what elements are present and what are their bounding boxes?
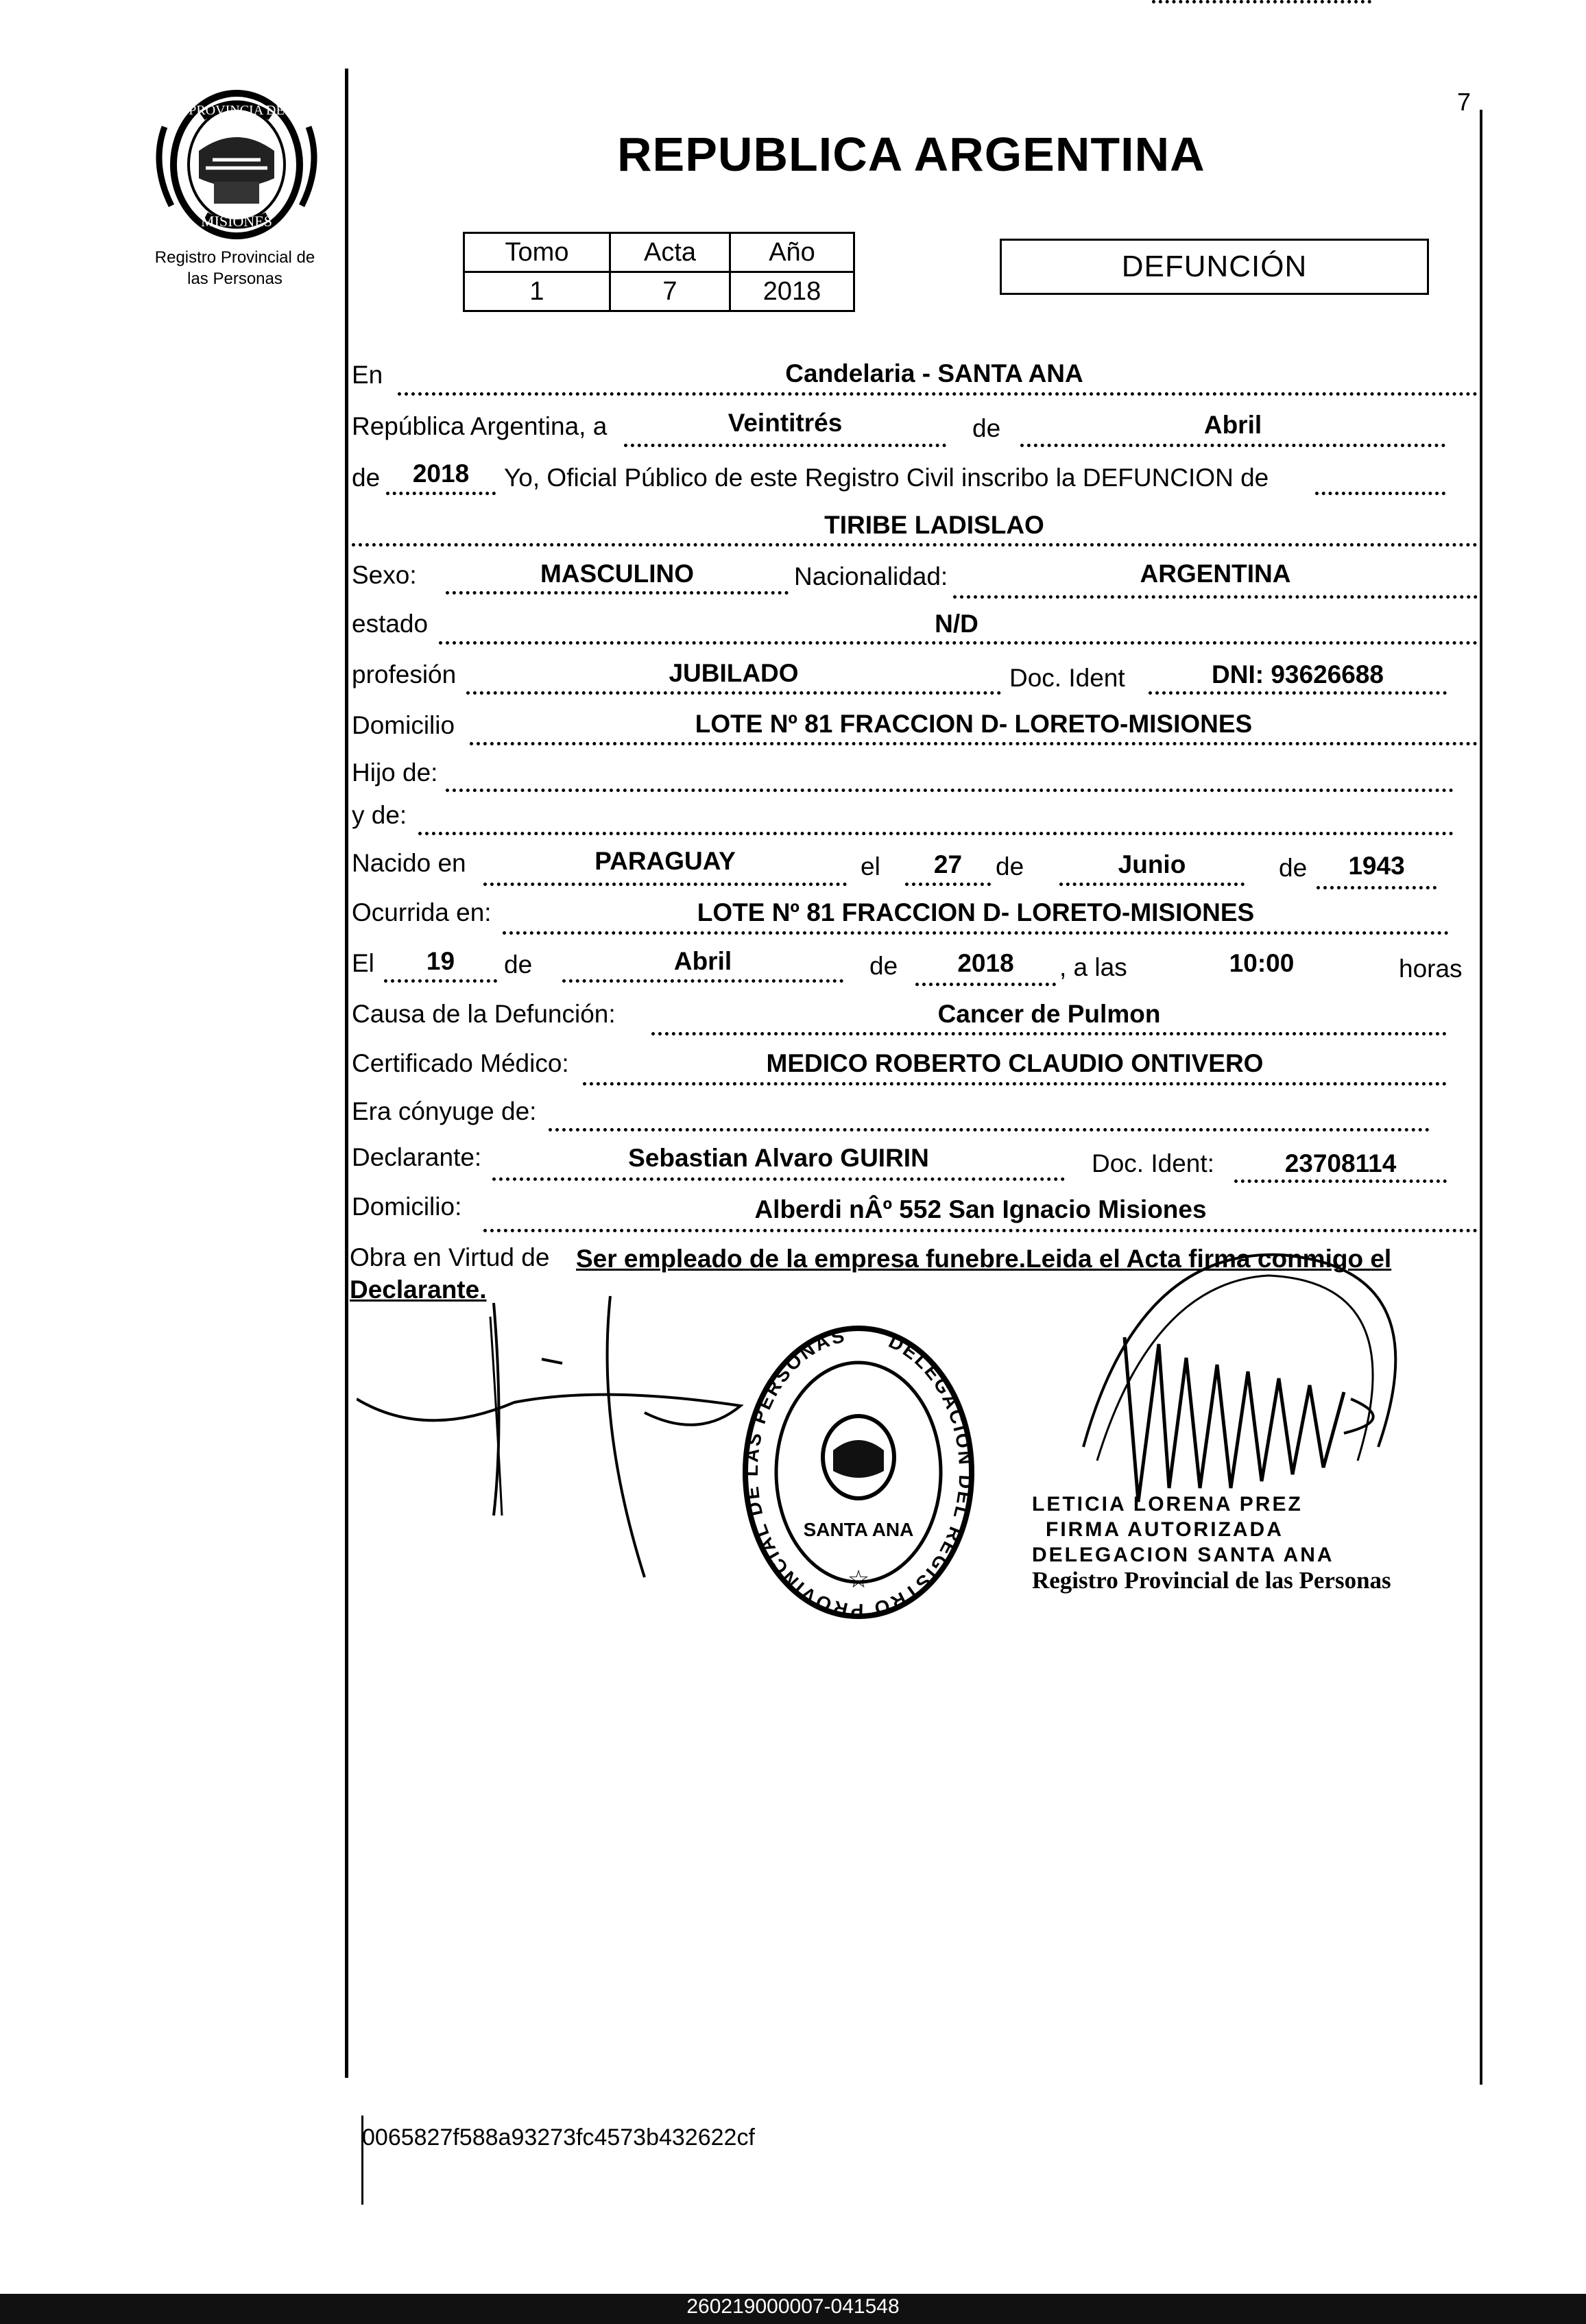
nac-mes-line [1059,883,1245,886]
year-value: 2018 [412,459,470,488]
domicilio-line [470,742,1478,745]
sexo-value: MASCULINO [540,560,695,588]
day-word-value: Veintitrés [728,409,843,437]
hijo-line [446,789,1454,792]
year-line [386,492,496,495]
doc-ident-line [1149,691,1447,695]
name-line [352,543,1478,547]
svg-text:SANTA ANA: SANTA ANA [803,1519,914,1540]
def-anio-line [915,983,1056,986]
decl-doc-line [1234,1179,1447,1183]
def-dia-line [384,979,497,983]
def-dia-value: 19 [426,947,455,975]
svg-text:PROVINCIA DE: PROVINCIA DE [189,103,285,118]
y-de-line [418,832,1454,835]
svg-text:DELEGACION DEL REGISTRO PROVIN: DELEGACION DEL REGISTRO PROVINCIAL DE LAS PERSONAS [740,1324,977,1622]
auth-delegation: DELEGACION SANTA ANA [1032,1544,1334,1566]
left-margin-rule [345,69,348,2078]
nacionalidad-value: ARGENTINA [1140,560,1291,588]
month-value: Abril [1203,411,1262,439]
svg-text:☆: ☆ [847,1566,870,1594]
provincial-seal-logo [151,86,322,243]
nac-anio-value: 1943 [1348,852,1405,880]
hijo-label: Hijo de: [352,758,438,787]
nacido-label: Nacido en [352,849,466,877]
de-label-4: de [1279,854,1308,882]
auth-name: LETICIA LORENA PREZ [1032,1493,1303,1516]
estado-label: estado [352,610,429,638]
republic-label: República Argentina, a [352,412,608,440]
record-table-header-row [464,233,854,272]
def-hora-line [1152,0,1371,3]
estado-value: N/D [935,610,978,638]
de-label-6: de [869,952,898,980]
auth-role: FIRMA AUTORIZADA [1046,1518,1284,1541]
declarant-signature [357,1289,782,1612]
domicilio-label: Domicilio [352,711,455,739]
nacido-lugar-value: PARAGUAY [594,847,736,875]
obra-text-1: Ser empleado de la empresa funebre.Leida el Acta firma conmigo el [576,1245,1392,1273]
anio-value: 2018 [730,272,854,311]
causa-line [651,1032,1447,1035]
nacido-lugar-line [483,883,847,886]
delegation-stamp [737,1320,981,1622]
obra-text-2: Declarante. [350,1275,487,1304]
el-label: el [861,852,880,881]
document-hash: 0065827f588a93273fc4573b432622cf [362,2124,755,2151]
certificado-line [583,1082,1447,1086]
decl-doc-label: Doc. Ident: [1092,1149,1214,1177]
nac-dia-line [905,883,991,886]
place-value: Candelaria - SANTA ANA [785,359,1083,387]
certificado-label: Certificado Médico: [352,1049,569,1077]
sexo-line [446,591,789,595]
page-title: REPUBLICA ARGENTINA [617,128,1205,181]
day-word-line [624,444,946,447]
acta-header: Acta [610,233,730,272]
registry-label: Registro Provincial de las Personas [154,248,315,288]
el-cap-label: El [352,949,374,977]
estado-line [439,641,1478,645]
profesion-line [466,691,1001,695]
obra-label: Obra en Virtud de [350,1243,550,1271]
doc-ident-label: Doc. Ident [1009,664,1125,692]
place-line [398,392,1478,396]
nacionalidad-line [953,595,1478,599]
conyuge-line [549,1128,1430,1131]
de-label-2: de [352,464,381,492]
declarante-label: Declarante: [352,1143,482,1171]
ocurrida-value: LOTE Nº 81 FRACCION D- LORETO-MISIONES [697,898,1255,926]
anio-header: Año [730,233,854,272]
y-de-label: y de: [352,801,407,829]
horas-label: horas [1399,955,1463,983]
certificado-value: MEDICO ROBERTO CLAUDIO ONTIVERO [766,1049,1264,1077]
nac-mes-value: Junio [1118,850,1186,878]
profesion-label: profesión [352,660,457,688]
decl-doc-value: 23708114 [1284,1149,1397,1177]
acta-value: 7 [610,272,730,311]
declarante-line [492,1177,1065,1181]
conyuge-label: Era cónyuge de: [352,1097,537,1125]
domicilio-value: LOTE Nº 81 FRACCION D- LORETO-MISIONES [695,710,1253,738]
decl-domicilio-label: Domicilio: [352,1193,462,1221]
a-las-label: , a las [1059,953,1127,981]
def-hora-value: 10:00 [1229,949,1295,977]
def-anio-value: 2018 [957,949,1014,977]
def-mes-line [562,979,843,983]
tomo-value: 1 [464,272,610,311]
decl-domicilio-value: Alberdi nÂº 552 San Ignacio Misiones [754,1195,1207,1223]
month-line [1020,444,1445,447]
footer-code: 260219000007-041548 [686,2295,900,2318]
de-label-5: de [504,950,533,979]
document-type-box: DEFUNCIÓN [1000,239,1429,295]
declarante-value: Sebastian Alvaro GUIRIN [628,1144,929,1172]
profesion-value: JUBILADO [669,659,799,687]
causa-value: Cancer de Pulmon [937,1000,1161,1028]
record-table-value-row [464,272,854,311]
de-label-1: de [972,414,1001,442]
nacionalidad-label: Nacionalidad: [794,562,948,590]
svg-text:MISIONES: MISIONES [201,213,272,230]
sexo-label: Sexo: [352,561,417,589]
ocurrida-line [503,931,1449,935]
tomo-header: Tomo [464,233,610,272]
nac-dia-value: 27 [933,850,963,878]
doc-ident-value: DNI: 93626688 [1212,660,1384,688]
authorization-block [1032,1492,1391,1593]
de-label-3: de [996,852,1024,881]
page-number: 7 [1457,88,1471,116]
record-table [463,232,855,312]
causa-label: Causa de la Defunción: [352,1000,616,1028]
ocurrida-label: Ocurrida en: [352,898,492,926]
oficial-text: Yo, Oficial Público de este Registro Civil inscribo la DEFUNCION de [504,464,1269,492]
nac-anio-line [1317,886,1437,889]
en-label: En [352,361,383,389]
oficial-line [1315,492,1445,495]
def-mes-value: Abril [673,947,732,975]
deceased-name: TIRIBE LADISLAO [824,511,1044,539]
auth-registry: Registro Provincial de las Personas [1032,1567,1391,1594]
right-margin-rule [1480,110,1482,2085]
